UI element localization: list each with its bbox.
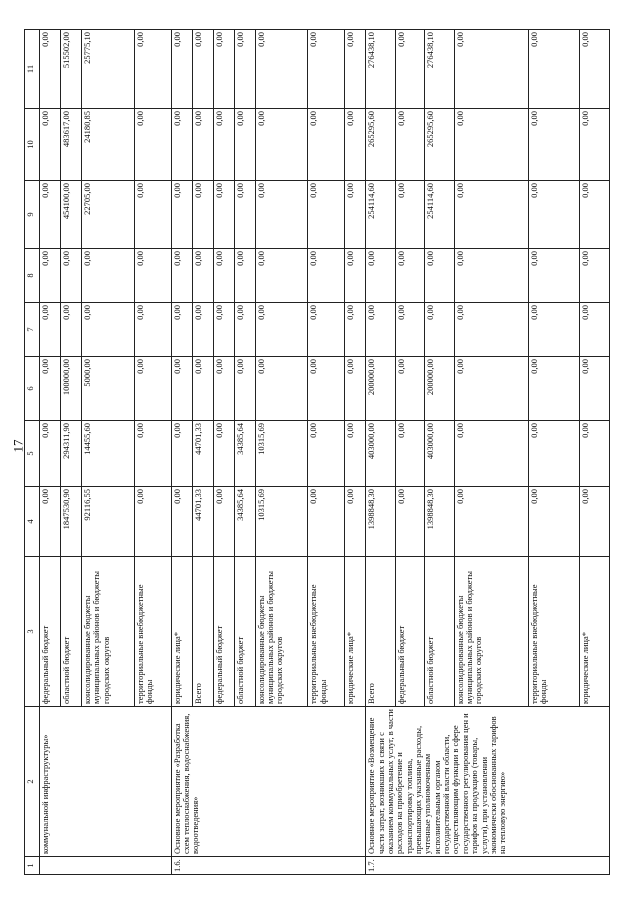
amount-cell: 0,00 xyxy=(134,357,171,421)
column-header: 9 xyxy=(25,181,40,249)
measure-name: Основное мероприятие «Возмещение части затрат, возникших в связи с оказанием коммунальных услуг, в части расходов на приобретение и транспортировку топлива, превышающих указанные расходы, учтенные уполномоченным исполнительным органом государственной власти области, осуществляющим функции в сфере государственного регулирования цен и тарифов на продукцию (товары, услуги), при установлении экономически обоснованных тарифов на тепловую энергию» xyxy=(366,707,610,857)
amount-cell: 0,00 xyxy=(454,249,528,303)
amount-cell: 0,00 xyxy=(61,249,82,303)
funding-source: Всего xyxy=(366,557,395,707)
amount-cell: 0,00 xyxy=(234,303,255,357)
amount-cell: 0,00 xyxy=(345,487,366,557)
column-header: 3 xyxy=(25,557,40,707)
amount-cell: 0,00 xyxy=(395,487,424,557)
column-header: 4 xyxy=(25,487,40,557)
item-number: 1.6. xyxy=(171,857,366,875)
amount-cell: 0,00 xyxy=(192,109,213,181)
amount-cell: 0,00 xyxy=(171,357,192,421)
amount-cell: 0,00 xyxy=(40,249,61,303)
column-header: 11 xyxy=(25,30,40,109)
funding-source: консолидированные бюджеты муниципальных районов и бюджеты городских округов xyxy=(82,557,135,707)
amount-cell: 44701,33 xyxy=(192,487,213,557)
amount-cell: 0,00 xyxy=(171,181,192,249)
funding-source: территориальные внебюджетные фонды xyxy=(308,557,345,707)
budget-table xyxy=(24,29,610,875)
amount-cell: 0,00 xyxy=(213,303,234,357)
amount-cell: 0,00 xyxy=(40,487,61,557)
amount-cell: 0,00 xyxy=(345,109,366,181)
amount-cell: 0,00 xyxy=(528,421,580,487)
amount-cell: 483617,00 xyxy=(61,109,82,181)
amount-cell: 0,00 xyxy=(580,249,610,303)
amount-cell: 0,00 xyxy=(395,357,424,421)
amount-cell: 0,00 xyxy=(308,421,345,487)
document-page xyxy=(24,30,610,875)
amount-cell: 403000,00 xyxy=(366,421,395,487)
amount-cell: 0,00 xyxy=(213,421,234,487)
amount-cell: 0,00 xyxy=(40,109,61,181)
amount-cell: 0,00 xyxy=(345,303,366,357)
amount-cell: 265295,60 xyxy=(366,109,395,181)
amount-cell: 0,00 xyxy=(192,181,213,249)
amount-cell: 0,00 xyxy=(454,421,528,487)
table-row xyxy=(40,30,61,875)
amount-cell: 0,00 xyxy=(308,30,345,109)
amount-cell: 0,00 xyxy=(40,181,61,249)
amount-cell: 92116,55 xyxy=(82,487,135,557)
measure-name: коммунальной инфраструктуры» xyxy=(40,707,172,857)
amount-cell: 454100,00 xyxy=(61,181,82,249)
amount-cell: 0,00 xyxy=(171,109,192,181)
funding-source: областной бюджет xyxy=(61,557,82,707)
funding-source: территориальные внебюджетные фонды xyxy=(528,557,580,707)
amount-cell: 22705,00 xyxy=(82,181,135,249)
funding-source: территориальные внебюджетные фонды xyxy=(134,557,171,707)
column-header: 8 xyxy=(25,249,40,303)
amount-cell: 0,00 xyxy=(234,357,255,421)
amount-cell: 0,00 xyxy=(395,421,424,487)
amount-cell: 0,00 xyxy=(580,357,610,421)
amount-cell: 0,00 xyxy=(308,303,345,357)
amount-cell: 254114,60 xyxy=(425,181,454,249)
amount-cell: 0,00 xyxy=(234,181,255,249)
amount-cell: 0,00 xyxy=(345,357,366,421)
amount-cell: 0,00 xyxy=(454,487,528,557)
amount-cell: 294311,90 xyxy=(61,421,82,487)
amount-cell: 0,00 xyxy=(192,30,213,109)
amount-cell: 0,00 xyxy=(171,30,192,109)
amount-cell: 0,00 xyxy=(192,303,213,357)
amount-cell: 44701,33 xyxy=(192,421,213,487)
column-header-row xyxy=(25,30,40,875)
amount-cell: 0,00 xyxy=(345,181,366,249)
amount-cell: 0,00 xyxy=(395,30,424,109)
amount-cell: 0,00 xyxy=(580,30,610,109)
amount-cell: 0,00 xyxy=(580,109,610,181)
amount-cell: 0,00 xyxy=(454,357,528,421)
amount-cell: 0,00 xyxy=(213,487,234,557)
funding-source: федеральный бюджет xyxy=(395,557,424,707)
amount-cell: 0,00 xyxy=(171,421,192,487)
amount-cell: 0,00 xyxy=(580,303,610,357)
table-row xyxy=(171,30,192,875)
amount-cell: 403000,00 xyxy=(425,421,454,487)
amount-cell: 0,00 xyxy=(171,303,192,357)
funding-source: юридические лица* xyxy=(345,557,366,707)
amount-cell: 0,00 xyxy=(192,249,213,303)
amount-cell: 5000,00 xyxy=(82,357,135,421)
amount-cell: 0,00 xyxy=(454,30,528,109)
item-number xyxy=(40,857,172,875)
amount-cell: 0,00 xyxy=(454,303,528,357)
funding-source: юридические лица* xyxy=(580,557,610,707)
amount-cell: 0,00 xyxy=(454,181,528,249)
amount-cell: 200000,00 xyxy=(425,357,454,421)
amount-cell: 0,00 xyxy=(134,303,171,357)
amount-cell: 0,00 xyxy=(134,109,171,181)
amount-cell: 0,00 xyxy=(255,249,308,303)
amount-cell: 0,00 xyxy=(134,249,171,303)
amount-cell: 200000,00 xyxy=(366,357,395,421)
amount-cell: 0,00 xyxy=(528,303,580,357)
amount-cell: 0,00 xyxy=(345,421,366,487)
amount-cell: 0,00 xyxy=(255,181,308,249)
amount-cell: 0,00 xyxy=(40,303,61,357)
amount-cell: 0,00 xyxy=(345,249,366,303)
amount-cell: 0,00 xyxy=(255,109,308,181)
amount-cell: 0,00 xyxy=(308,181,345,249)
column-header: 10 xyxy=(25,109,40,181)
amount-cell: 254114,60 xyxy=(366,181,395,249)
amount-cell: 0,00 xyxy=(395,249,424,303)
amount-cell: 0,00 xyxy=(234,30,255,109)
column-header: 2 xyxy=(25,707,40,857)
amount-cell: 0,00 xyxy=(580,181,610,249)
amount-cell: 0,00 xyxy=(171,487,192,557)
amount-cell: 25775,10 xyxy=(82,30,135,109)
amount-cell: 0,00 xyxy=(395,109,424,181)
column-header: 6 xyxy=(25,357,40,421)
funding-source: Всего xyxy=(192,557,213,707)
amount-cell: 0,00 xyxy=(528,487,580,557)
amount-cell: 0,00 xyxy=(528,181,580,249)
amount-cell: 0,00 xyxy=(308,357,345,421)
amount-cell: 0,00 xyxy=(234,109,255,181)
item-number: 1.7. xyxy=(366,857,610,875)
column-header: 1 xyxy=(25,857,40,875)
amount-cell: 0,00 xyxy=(134,421,171,487)
amount-cell: 0,00 xyxy=(395,303,424,357)
amount-cell: 0,00 xyxy=(528,109,580,181)
amount-cell: 0,00 xyxy=(425,249,454,303)
amount-cell: 0,00 xyxy=(82,249,135,303)
amount-cell: 14455,60 xyxy=(82,421,135,487)
amount-cell: 10315,69 xyxy=(255,487,308,557)
funding-source: областной бюджет xyxy=(425,557,454,707)
amount-cell: 1398848,30 xyxy=(425,487,454,557)
amount-cell: 0,00 xyxy=(308,109,345,181)
amount-cell: 0,00 xyxy=(134,181,171,249)
amount-cell: 0,00 xyxy=(171,249,192,303)
amount-cell: 0,00 xyxy=(40,30,61,109)
amount-cell: 0,00 xyxy=(255,30,308,109)
amount-cell: 34385,64 xyxy=(234,421,255,487)
amount-cell: 0,00 xyxy=(580,487,610,557)
funding-source: федеральный бюджет xyxy=(213,557,234,707)
amount-cell: 0,00 xyxy=(40,357,61,421)
funding-source: федеральный бюджет xyxy=(40,557,61,707)
amount-cell: 0,00 xyxy=(213,357,234,421)
amount-cell: 0,00 xyxy=(425,303,454,357)
amount-cell: 0,00 xyxy=(213,181,234,249)
amount-cell: 0,00 xyxy=(345,30,366,109)
amount-cell: 100000,00 xyxy=(61,357,82,421)
amount-cell: 34385,64 xyxy=(234,487,255,557)
amount-cell: 0,00 xyxy=(454,109,528,181)
amount-cell: 0,00 xyxy=(255,357,308,421)
amount-cell: 0,00 xyxy=(528,357,580,421)
amount-cell: 265295,60 xyxy=(425,109,454,181)
amount-cell: 1847530,90 xyxy=(61,487,82,557)
measure-name: Основное мероприятие «Разработка схем теплоснабжения, водоснабжения, водоотведения» xyxy=(171,707,366,857)
amount-cell: 0,00 xyxy=(395,181,424,249)
amount-cell: 0,00 xyxy=(134,487,171,557)
amount-cell: 515502,00 xyxy=(61,30,82,109)
amount-cell: 0,00 xyxy=(192,357,213,421)
amount-cell: 0,00 xyxy=(134,30,171,109)
amount-cell: 0,00 xyxy=(82,303,135,357)
funding-source: областной бюджет xyxy=(234,557,255,707)
table-row xyxy=(366,30,395,875)
funding-source: юридические лица* xyxy=(171,557,192,707)
amount-cell: 0,00 xyxy=(255,303,308,357)
amount-cell: 276438,10 xyxy=(425,30,454,109)
amount-cell: 0,00 xyxy=(213,30,234,109)
amount-cell: 0,00 xyxy=(213,109,234,181)
amount-cell: 0,00 xyxy=(61,303,82,357)
amount-cell: 0,00 xyxy=(366,249,395,303)
amount-cell: 0,00 xyxy=(580,421,610,487)
amount-cell: 0,00 xyxy=(528,30,580,109)
amount-cell: 0,00 xyxy=(528,249,580,303)
amount-cell: 1398848,30 xyxy=(366,487,395,557)
amount-cell: 0,00 xyxy=(366,303,395,357)
funding-source: консолидированные бюджеты муниципальных районов и бюджеты городских округов xyxy=(255,557,308,707)
amount-cell: 0,00 xyxy=(308,487,345,557)
amount-cell: 10315,69 xyxy=(255,421,308,487)
amount-cell: 0,00 xyxy=(234,249,255,303)
funding-source: консолидированные бюджеты муниципальных районов и бюджеты городских округов xyxy=(454,557,528,707)
column-header: 5 xyxy=(25,421,40,487)
amount-cell: 24180,85 xyxy=(82,109,135,181)
page-number: 17 xyxy=(10,439,26,453)
amount-cell: 0,00 xyxy=(40,421,61,487)
column-header: 7 xyxy=(25,303,40,357)
amount-cell: 0,00 xyxy=(213,249,234,303)
amount-cell: 0,00 xyxy=(308,249,345,303)
amount-cell: 276438,10 xyxy=(366,30,395,109)
